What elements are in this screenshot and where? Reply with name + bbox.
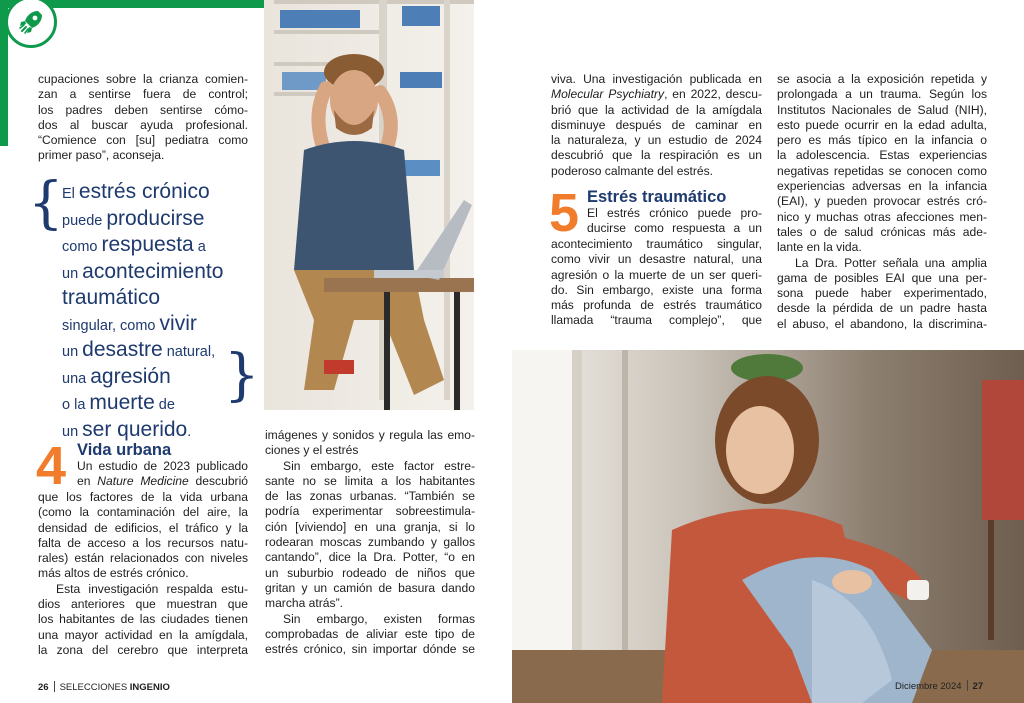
text-line: esto puede ocurrir en la edad adulta, [777,117,987,132]
photo-stressed-man-laptop [264,0,474,410]
right-col2-text [777,72,987,332]
text-line: primer paso”, aconseja. [38,148,165,163]
text-line: lante en la vida. [777,240,862,255]
text-line: agresión o la muerte de un ser queri- [551,267,762,282]
quote-fragment: como [62,239,102,255]
footer-divider [967,680,968,691]
text-line: Esta investigación respalda estu- [56,581,248,596]
quote-fragment: producirse [106,206,205,230]
text-line: podría experimentar sobreestimula- [265,504,475,519]
issue-date: Diciembre 2024 [895,681,962,692]
text-line: se asocia a la exposición repetida y [777,72,987,86]
opening-brace: { [28,171,64,236]
text-line: brió que la actividad de la amígdala [551,102,762,117]
text-line: ducirse como respuesta a un [587,221,762,236]
quote-fragment: estrés crónico [78,180,210,203]
quote-fragment: muerte [89,391,155,414]
quote-fragment: ser querido [82,417,188,441]
section4-text-continued [38,490,248,658]
text-line: tales o de salud crónicas más ade- [777,224,987,239]
section4-text [77,459,248,490]
text-line: más altos de estrés crónico. [38,566,189,581]
text-line: cupaciones sobre la crianza comien- [38,72,248,86]
text-line: prolongada a un trauma. Según los [777,87,987,102]
text-line: La Dra. Potter señala una amplia [795,255,987,270]
rocket-icon [16,7,46,37]
section-title-traumatic-stress: Estrés traumático [587,188,727,206]
text-line: El estrés crónico puede pro- [587,206,762,220]
photo-teen-girl-sitting [512,350,1024,703]
text-line: experiencias adversas en la infancia [777,179,987,194]
quote-fragment: . [187,423,192,440]
quote-fragment: o la [62,397,90,413]
magazine-name: SELECCIONES [59,682,130,693]
section-title-urban-life: Vida urbana [77,441,172,459]
right-page-footer [895,680,983,693]
text-line: poderoso calmante del estrés. [551,163,714,178]
section-number-5: 5 [549,183,580,243]
text-line: un suburbio rodeado de niños que [265,565,475,580]
text-line: Un estudio de 2023 publicado [77,459,248,473]
text-line: comprobadas de aliviar este tipo de [265,626,475,641]
text-line: imágenes y sonidos y regula las emo- [265,428,475,442]
text-line: gritan y un camión de basura dando [265,580,475,595]
text-line: más profunda de estrés traumático [551,298,762,313]
page-number: 27 [972,681,984,692]
quote-fragment: un [62,344,83,360]
text-line: dos al buscar ayuda profesional. [38,117,248,132]
quote-fragment: respuesta [101,233,194,256]
quote-fragment: un [62,423,83,440]
text-line: la zona del cerebro que interpreta [38,642,248,657]
text-line: densidad de edificios, el tráfico y la [38,520,248,535]
text-line: la adolescencia. Estas experiencias [777,148,987,163]
text-line: una mayor actividad en la amígdala, [38,627,248,642]
text-line: cantando”, dice la Dra. Potter, “o en [265,550,475,565]
text-line: “Comience con [su] pediatra como [38,133,248,148]
text-line: rales) están relacionados con niveles [38,551,248,566]
text-line: de las zonas urbanas. “También se [265,489,475,504]
text-line: la naturaleza, y un estudio de 2024 [551,133,762,148]
text-line: (como la contaminación del aire, la [38,505,248,520]
journal-name: Molecular Psychiatry [551,87,665,102]
text-line: descubrió que la respiración es un [551,148,762,163]
page-number: 26 [38,682,49,693]
text-line: dios anteriores que muestran que [38,597,248,612]
text-line: (EAI), y pueden provocar estrés cró- [777,194,987,209]
text-line: desde la pérdida de un padre hasta [777,301,987,316]
text-line: ción [viviendo] en una granja, si lo [265,519,475,534]
quote-fragment: desastre [82,338,163,361]
pull-quote-text [62,180,242,444]
text-line: ciones y el estrés [265,443,359,458]
quote-fragment: vivir [159,311,197,335]
quote-fragment: una [62,370,91,387]
footer-divider [54,681,55,692]
quote-fragment: traumático [62,286,161,309]
magazine-name-bold: INGENIO [129,682,170,693]
quote-fragment: El [62,186,79,202]
text-line: nico y muchas otras afecciones men- [777,209,987,224]
pull-quote [28,171,260,441]
quote-fragment: natural, [162,344,216,360]
text-fragment: descubrió [188,474,248,489]
right-col1-text [551,72,762,179]
quote-fragment: puede [62,212,107,229]
quote-fragment: a [193,239,206,255]
text-fragment: en [77,474,98,489]
closing-brace: } [224,343,260,408]
quote-fragment: singular, como [62,317,160,334]
text-line: los padres deben sentirse cómo- [38,102,248,117]
section5-text-indented [587,206,762,237]
text-line [77,474,248,489]
journal-name: Nature Medicine [97,474,189,489]
text-line: do. Sin embargo, existe una forma [551,282,762,297]
left-page-footer [38,681,170,694]
text-line: Sin embargo, este factor estre- [283,458,475,473]
text-line: Sin embargo, existen formas [283,611,475,626]
text-line: rodearan moscas zumbando y gallos [265,535,475,550]
text-line: estrés crónico, sin importar dónde se [265,642,475,657]
text-line: el abuso, el abandono, la discrimina- [777,316,987,331]
text-line: llamada “trauma complejo”, que [551,313,762,328]
text-line: Institutos Nacionales de Salud (NIH), [777,102,987,117]
text-line: que los factores de la vida urbana [38,490,248,504]
text-line: sante no se limita a los habitantes [265,473,475,488]
left-col1-intro [38,72,248,164]
quote-fragment: agresión [90,364,171,388]
text-line: acontecimiento traumático singular, [551,237,762,251]
text-line: negativas repetidas se conocen como [777,163,987,178]
text-line: marcha atrás”. [265,596,343,611]
text-line: falta de acceso a los recursos natu- [38,535,248,550]
text-line [551,87,762,102]
text-line: pero es más típico en la infancia o [777,133,987,148]
text-line: sona puede haber experimentado, [777,286,987,301]
quote-fragment: un [62,265,83,282]
quote-fragment: acontecimiento [82,259,224,283]
teen-girl-illustration [512,350,1024,703]
section-number-4: 4 [36,436,67,496]
stressed-man-illustration [264,0,474,410]
text-line: disminuye después de caminar en [551,117,762,132]
section5-text [551,237,762,329]
left-col2-text [265,428,475,657]
text-line: los habitantes de las ciudades tienen [38,612,248,627]
text-fragment: , en 2022, descu- [664,87,762,102]
text-line: como vivir un desastre natural, una [551,252,762,267]
quote-fragment: de [154,397,175,413]
text-line: viva. Una investigación publicada en [551,72,762,86]
text-line: zan a sentirse fuera de control; [38,87,248,102]
section-badge [5,0,57,48]
text-line: gama de posibles EAI que una per- [777,270,987,285]
